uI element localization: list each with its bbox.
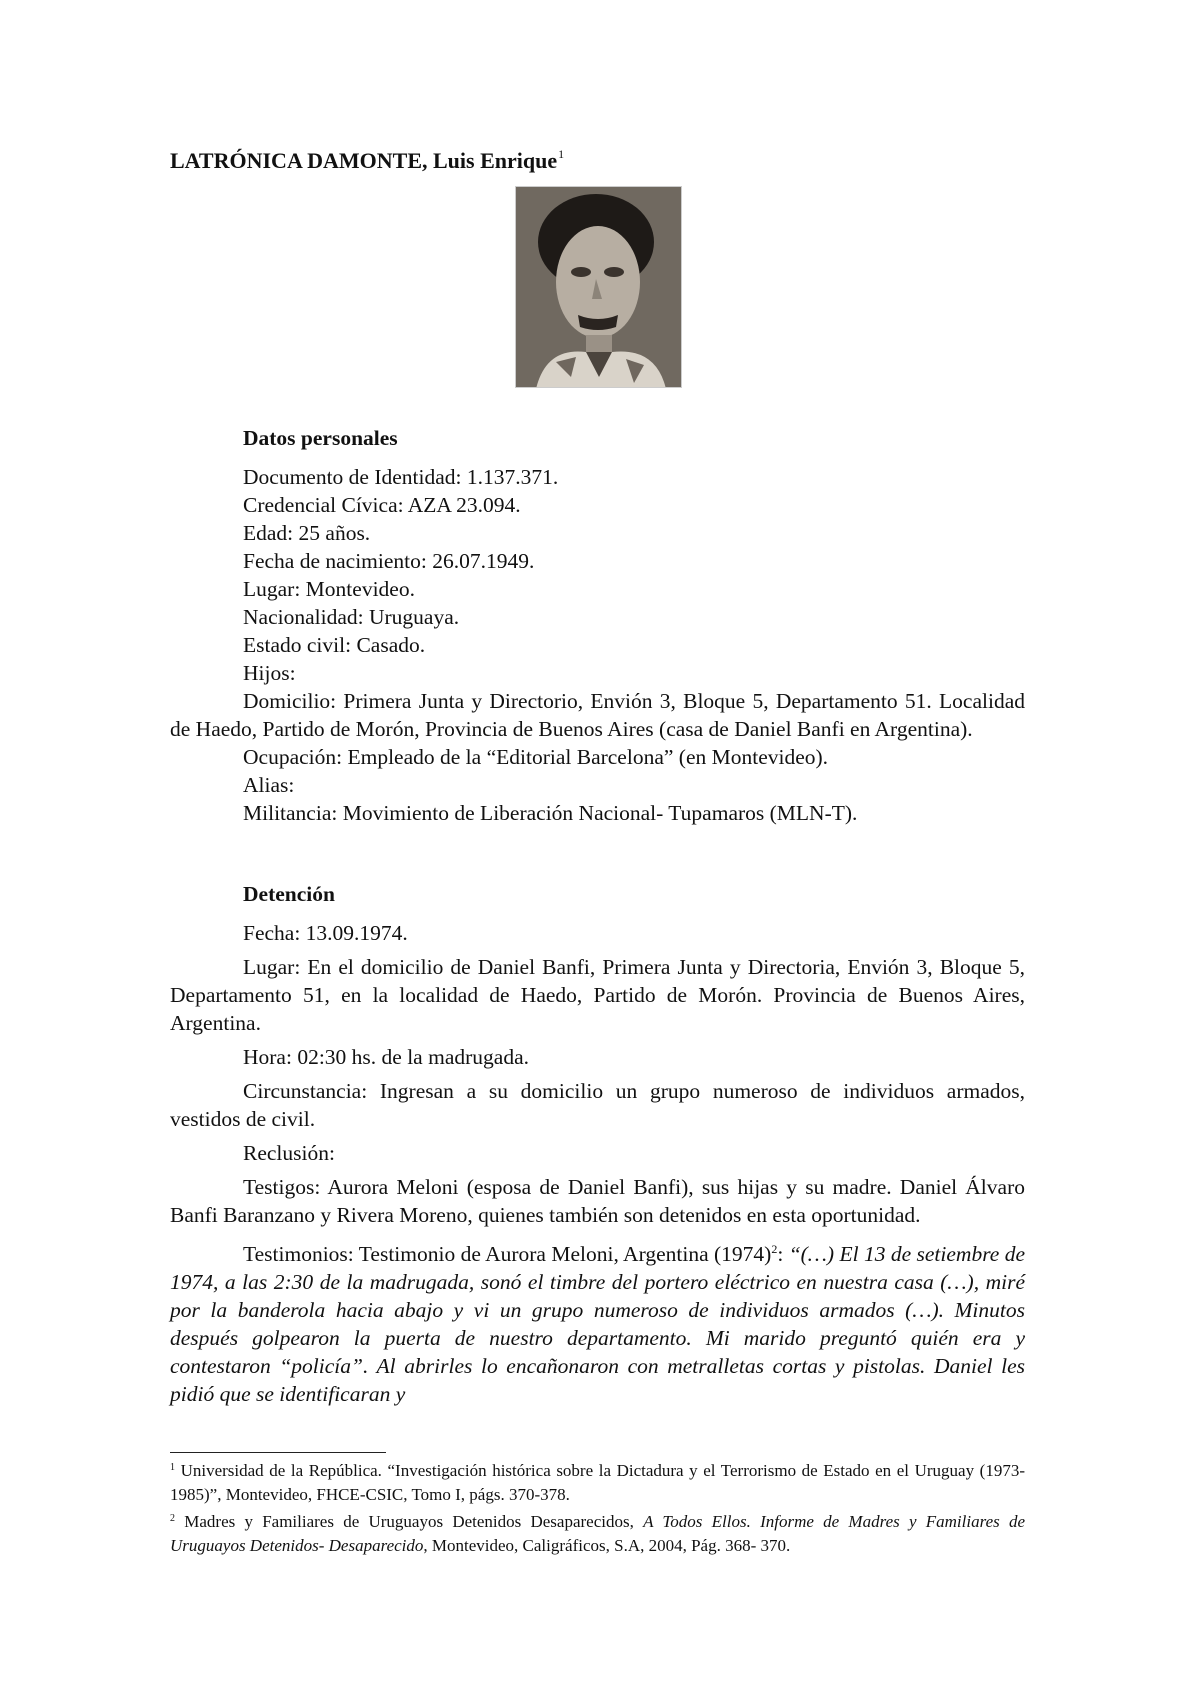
header bbox=[170, 140, 1025, 175]
age: Edad: 25 años. bbox=[243, 521, 371, 545]
reclusion: Reclusión: bbox=[243, 1141, 335, 1165]
footnote-2-number: 2 bbox=[170, 1513, 175, 1524]
detention-date: Fecha: 13.09.1974. bbox=[243, 921, 408, 945]
witnesses: Testigos: Aurora Meloni (esposa de Daniel Banfi), sus hijas y su madre. Daniel Álvaro Banfi Baranzano y Rivera Moreno, quienes también son detenidos en esta oportunidad. bbox=[170, 1175, 1025, 1227]
document-id: Documento de Identidad: 1.137.371. bbox=[243, 465, 559, 489]
section-heading-detention: Detención bbox=[243, 882, 335, 906]
footnote-1 bbox=[170, 1456, 1025, 1507]
children: Hijos: bbox=[243, 661, 296, 685]
footnote-2-text: Madres y Familiares de Uruguayos Detenidos Desaparecidos, bbox=[184, 1512, 644, 1531]
footnote-2-publisher: , Montevideo, Caligráficos, S.A, 2004, Pág. 368- 370. bbox=[423, 1536, 791, 1555]
portrait-photo bbox=[515, 186, 682, 388]
footnote-ref-2[interactable]: 2 bbox=[771, 1242, 778, 1256]
detention-section bbox=[170, 880, 1025, 1408]
testimonies bbox=[170, 1235, 1025, 1408]
testimonies-intro: Testimonios: Testimonio de Aurora Meloni, Argentina (1974) bbox=[243, 1242, 772, 1266]
marital-status: Estado civil: Casado. bbox=[243, 633, 426, 657]
footnote-1-number: 1 bbox=[170, 1462, 175, 1473]
person-name: LATRÓNICA DAMONTE, Luis Enrique bbox=[170, 148, 558, 173]
detention-time: Hora: 02:30 hs. de la madrugada. bbox=[243, 1045, 529, 1069]
testimonies-colon: : bbox=[777, 1242, 789, 1266]
footnote-divider bbox=[170, 1452, 386, 1453]
detention-place: Lugar: En el domicilio de Daniel Banfi, Primera Junta y Directoria, Envión 3, Bloque 5, Departamento 51, en la localidad de Haedo, Partido de Morón. Provincia de Buenos Aires, Argentina. bbox=[170, 955, 1025, 1035]
footnote-ref-1[interactable]: 1 bbox=[558, 147, 565, 161]
footnote-2-title: A Todos Ellos. Informe de Madres y Familiares de Uruguayos Detenidos- Desaparecido bbox=[170, 1512, 1026, 1555]
detention-circumstance: Circunstancia: Ingresan a su domicilio un grupo numeroso de individuos armados, vestidos de civil. bbox=[170, 1079, 1025, 1131]
nationality: Nacionalidad: Uruguaya. bbox=[243, 605, 460, 629]
footnotes bbox=[170, 1456, 1025, 1558]
testimony-quote: “(…) El 13 de setiembre de 1974, a las 2:30 de la madrugada, sonó el timbre del portero eléctrico en nuestra casa (…), miré por la banderola hacia abajo y vi un grupo numeroso de individuos armados (…). Minutos después golpearon la puerta de nuestro departamento. Mi marido preguntó quién era y contestaron “policía”. Al abrirles lo encañonaron con metralletas cortas y pistolas. Daniel les pidió que se identificaran y bbox=[170, 1242, 1025, 1406]
occupation: Ocupación: Empleado de la “Editorial Barcelona” (en Montevideo). bbox=[243, 745, 829, 769]
section-heading-personal-data: Datos personales bbox=[243, 426, 398, 450]
footnote-1-text: Universidad de la República. “Investigación histórica sobre la Dictadura y el Terrorismo de Estado en el Uruguay (1973-1985)”, Montevideo, FHCE-CSIC, Tomo I, págs. 370-378. bbox=[170, 1461, 1026, 1504]
portrait-drawing bbox=[516, 187, 682, 388]
birth-date: Fecha de nacimiento: 26.07.1949. bbox=[243, 549, 535, 573]
footnote-2 bbox=[170, 1507, 1025, 1558]
personal-data-section bbox=[170, 424, 1025, 827]
birth-place: Lugar: Montevideo. bbox=[243, 577, 415, 601]
militancy: Militancia: Movimiento de Liberación Nacional- Tupamaros (MLN-T). bbox=[243, 801, 858, 825]
alias: Alias: bbox=[243, 773, 295, 797]
page-title bbox=[170, 140, 1025, 175]
address: Domicilio: Primera Junta y Directorio, Envión 3, Bloque 5, Departamento 51. Localidad de Haedo, Partido de Morón, Provincia de Buenos Aires (casa de Daniel Banfi en Argentina). bbox=[170, 689, 1025, 741]
civic-credential: Credencial Cívica: AZA 23.094. bbox=[243, 493, 521, 517]
